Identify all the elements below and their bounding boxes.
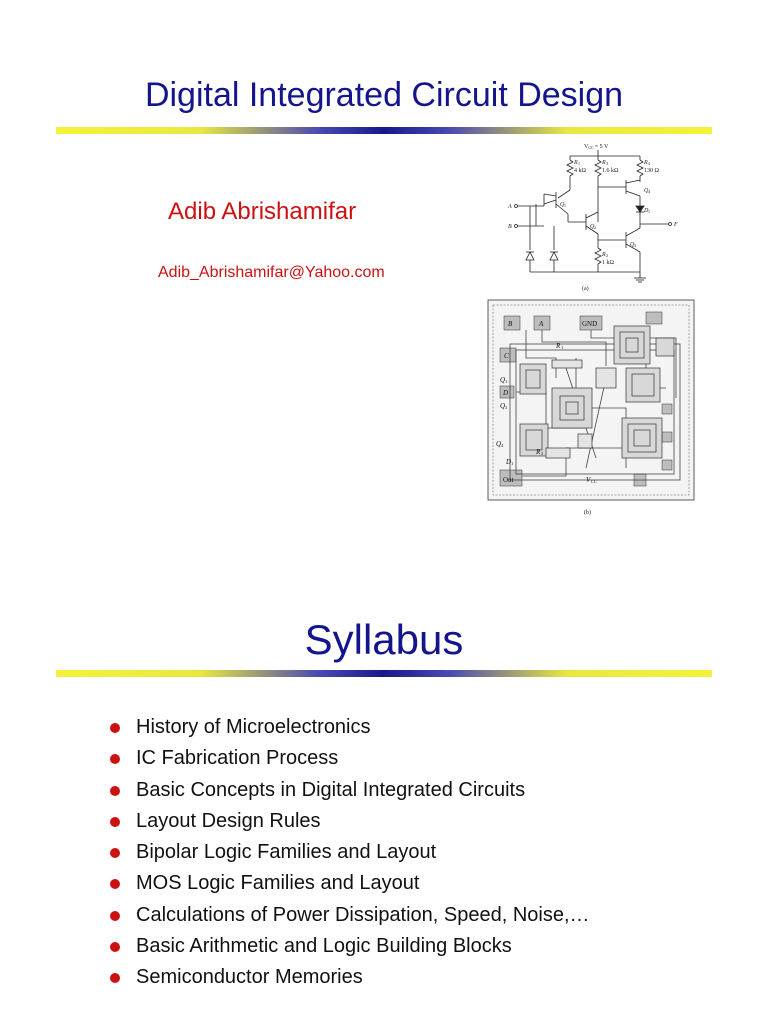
svg-text:VCC= 5 V: VCC= 5 V (584, 144, 609, 150)
list-item (108, 900, 590, 931)
syllabus-list (108, 712, 590, 994)
svg-text:(b): (b) (584, 510, 591, 516)
svg-text:1: 1 (561, 345, 564, 350)
slide-title: Digital Integrated Circuit Design (144, 76, 624, 114)
svg-text:1: 1 (511, 461, 514, 466)
svg-text:1: 1 (578, 161, 580, 166)
list-item (108, 775, 590, 806)
svg-text:Q: Q (560, 202, 565, 208)
bullet-icon (110, 817, 120, 827)
list-item (108, 712, 590, 743)
syllabus-divider (56, 670, 712, 677)
svg-text:R: R (602, 160, 606, 166)
circuit-schematic (498, 142, 698, 292)
bullet-icon (110, 879, 120, 889)
svg-text:1: 1 (564, 203, 566, 208)
bullet-icon (110, 848, 120, 858)
list-item (108, 931, 590, 962)
svg-text:Q: Q (590, 224, 595, 230)
svg-text:A: A (508, 204, 512, 210)
svg-text:V: V (586, 476, 591, 484)
bullet-icon (110, 942, 120, 952)
svg-text:R: R (602, 252, 606, 258)
list-item (108, 962, 590, 993)
bullet-icon (110, 911, 120, 921)
svg-text:Q: Q (644, 188, 649, 194)
list-item (108, 868, 590, 899)
svg-text:R: R (574, 160, 578, 166)
list-item-text: MOS Logic Families and Layout (136, 872, 420, 895)
svg-text:Out: Out (503, 476, 514, 484)
svg-text:4 kΩ: 4 kΩ (574, 168, 586, 174)
svg-text:B: B (508, 224, 512, 230)
list-item-text: Bipolar Logic Families and Layout (136, 841, 437, 864)
list-item-text: Calculations of Power Dissipation, Speed, Noise,… (136, 903, 590, 926)
svg-text:3: 3 (634, 243, 636, 248)
svg-text:D: D (503, 389, 509, 397)
svg-text:1: 1 (648, 209, 650, 214)
svg-text:Q: Q (500, 376, 506, 384)
svg-text:R: R (556, 342, 561, 350)
svg-text:CC: CC (591, 479, 598, 484)
svg-text:D: D (644, 208, 649, 214)
svg-text:4: 4 (648, 161, 650, 166)
list-item-text: Layout Design Rules (136, 809, 321, 832)
ic-layout-diagram (486, 298, 696, 520)
list-item (108, 837, 590, 868)
svg-text:B: B (508, 320, 513, 328)
svg-text:R: R (644, 160, 648, 166)
svg-text:C: C (504, 352, 509, 360)
svg-text:2: 2 (594, 225, 596, 230)
bullet-icon (110, 973, 120, 983)
svg-text:3: 3 (505, 405, 508, 410)
svg-text:Q: Q (500, 402, 506, 410)
bullet-icon (110, 723, 120, 733)
author-name: Adib Abrishamifar (168, 198, 357, 225)
list-item (108, 806, 590, 837)
bullet-icon (110, 754, 120, 764)
bullet-icon (110, 786, 120, 796)
svg-text:1.6 kΩ: 1.6 kΩ (602, 168, 619, 174)
svg-text:4: 4 (501, 443, 504, 448)
list-item-text: Basic Arithmetic and Logic Building Blocks (136, 935, 512, 958)
svg-text:130 Ω: 130 Ω (644, 168, 659, 174)
author-email: Adib_Abrishamifar@Yahoo.com (158, 264, 385, 281)
svg-text:D: D (506, 458, 512, 466)
list-item-text: History of Microelectronics (136, 716, 371, 738)
svg-text:Q: Q (496, 440, 502, 448)
svg-text:3: 3 (606, 161, 608, 166)
svg-text:GND: GND (582, 320, 598, 328)
svg-text:F: F (674, 222, 678, 228)
syllabus-title: Syllabus (304, 616, 464, 663)
svg-text:4: 4 (648, 189, 650, 194)
svg-text:Q: Q (630, 242, 635, 248)
title-divider (56, 127, 712, 134)
list-item-text: Semiconductor Memories (136, 966, 363, 989)
list-item-text: IC Fabrication Process (136, 747, 339, 770)
list-item (108, 743, 590, 774)
svg-text:2: 2 (541, 451, 544, 456)
svg-text:1: 1 (505, 379, 508, 384)
svg-text:(a): (a) (582, 286, 589, 292)
svg-text:1 kΩ: 1 kΩ (602, 260, 614, 266)
svg-text:R: R (536, 448, 541, 456)
svg-text:A: A (539, 320, 544, 328)
list-item-text: Basic Concepts in Digital Integrated Circuits (136, 778, 526, 801)
svg-text:2: 2 (606, 253, 608, 258)
